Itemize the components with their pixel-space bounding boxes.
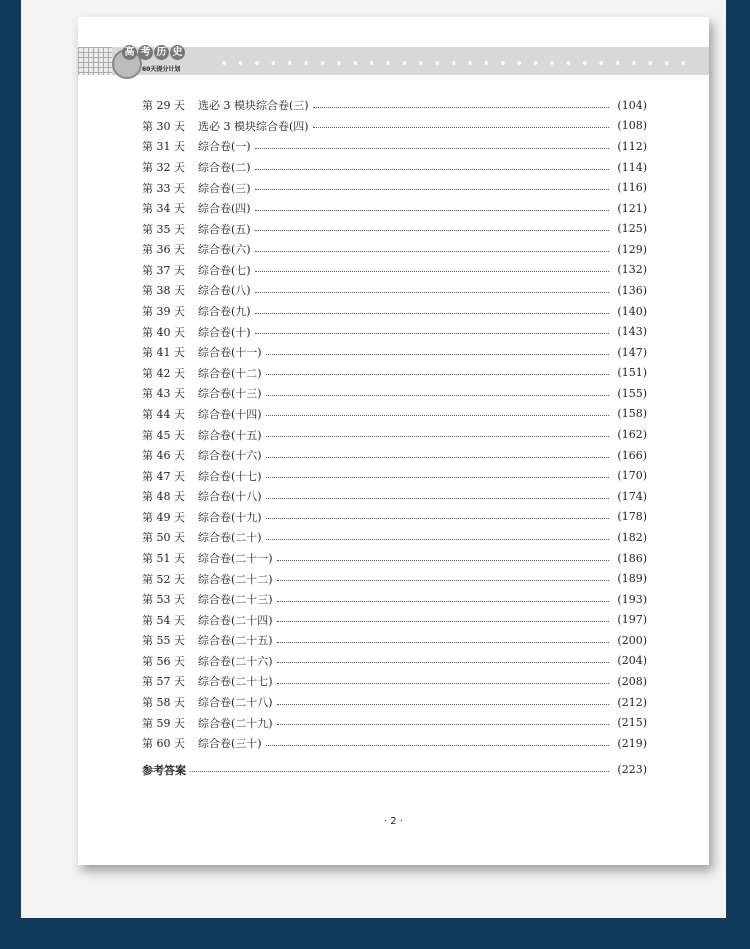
toc-entry-day: 第 34 天	[142, 202, 185, 216]
logo-char: 高	[122, 45, 137, 60]
toc-entry-day: 第 41 天	[142, 346, 185, 360]
toc-entry-day: 第 36 天	[142, 243, 185, 257]
toc-entry-title: 综合卷(二)	[198, 161, 251, 175]
toc-entry-title: 综合卷(九)	[198, 305, 251, 319]
toc-entry-day: 第 47 天	[142, 469, 185, 483]
toc-entry[interactable]	[142, 671, 647, 692]
toc-entry-page: (108)	[617, 119, 647, 133]
toc-entry-day: 第 31 天	[142, 140, 185, 154]
toc-entry-page: (125)	[617, 222, 647, 236]
toc-entry-title: 综合卷(十四)	[198, 407, 262, 421]
toc-entry[interactable]	[142, 404, 647, 425]
toc-entry[interactable]	[142, 568, 647, 589]
toc-leader-dots	[266, 469, 609, 478]
toc-entry[interactable]	[142, 260, 647, 281]
toc-entry-day: 第 38 天	[142, 284, 185, 298]
toc-entry-day: 第 32 天	[142, 161, 185, 175]
toc-entry[interactable]	[142, 548, 647, 569]
toc-entry-page: (223)	[617, 763, 647, 777]
toc-entry-title: 综合卷(四)	[198, 202, 251, 216]
toc-entry-title: 综合卷(十六)	[198, 449, 262, 463]
outer-frame	[21, 0, 726, 918]
toc-entry[interactable]	[142, 218, 647, 239]
toc-entry-day: 第 51 天	[142, 552, 185, 565]
toc-entry[interactable]	[142, 712, 647, 733]
toc-entry-page: (129)	[617, 242, 647, 256]
toc-leader-dots	[255, 202, 609, 211]
toc-leader-dots	[277, 675, 609, 684]
toc-entry-day: 第 45 天	[142, 428, 185, 442]
toc-entry-title: 综合卷(二十三)	[198, 593, 273, 607]
toc-entry-page: (189)	[617, 572, 647, 586]
toc-entry-page: (140)	[617, 304, 647, 318]
toc-leader-dots	[255, 161, 609, 170]
toc-entry-title: 综合卷(十八)	[198, 490, 262, 504]
toc-entry-page: (132)	[617, 263, 647, 277]
toc-entry-title: 综合卷(七)	[198, 263, 251, 277]
toc-entry-title: 综合卷(六)	[198, 243, 251, 257]
toc-entry-day: 第 42 天	[142, 366, 185, 380]
toc-entry-day: 第 39 天	[142, 305, 185, 319]
toc-entry-page: (215)	[617, 716, 647, 730]
toc-entry-day: 第 50 天	[142, 531, 185, 545]
toc-entry-answers[interactable]	[142, 760, 647, 781]
toc-entry-title: 综合卷(三十)	[198, 737, 262, 751]
toc-entry-title: 综合卷(八)	[198, 284, 251, 298]
toc-entry-day: 第 46 天	[142, 449, 185, 463]
toc-entry[interactable]	[142, 95, 647, 116]
toc-entry-day: 第 54 天	[142, 613, 185, 627]
toc-entry-page: (182)	[617, 530, 647, 544]
toc-entry-page: (112)	[617, 139, 647, 153]
page-number: · 2 ·	[383, 816, 404, 827]
toc-entry-day: 第 58 天	[142, 696, 185, 710]
toc-entry-day: 第 57 天	[142, 675, 185, 689]
logo-char: 历	[154, 45, 169, 60]
toc-leader-dots	[255, 263, 609, 272]
toc-leader-dots	[255, 243, 609, 252]
toc-entry-title: 综合卷(二十一)	[198, 552, 273, 565]
toc-entry-day: 第 43 天	[142, 387, 185, 401]
header-grid-pattern	[78, 47, 112, 75]
toc-entry[interactable]	[142, 733, 647, 754]
toc-entry[interactable]	[142, 363, 647, 384]
toc-leader-dots	[190, 763, 609, 772]
toc-leader-dots	[277, 634, 609, 643]
toc-entry-title: 综合卷(二十二)	[198, 572, 273, 586]
toc-leader-dots	[255, 325, 609, 334]
toc-leader-dots	[255, 222, 609, 231]
toc-entry-page: (155)	[617, 386, 647, 400]
toc-leader-dots	[277, 552, 609, 561]
toc-leader-dots	[255, 305, 609, 314]
toc-entry[interactable]	[142, 301, 647, 322]
toc-entry-page: (170)	[617, 469, 647, 483]
toc-entry[interactable]	[142, 527, 647, 548]
toc-entry-title: 综合卷(二十四)	[198, 613, 273, 627]
toc-entry-page: (166)	[617, 448, 647, 462]
toc-leader-dots	[266, 407, 609, 416]
toc-entry-day: 第 48 天	[142, 490, 185, 504]
toc-entry-page: (158)	[617, 407, 647, 421]
toc-entry-title: 综合卷(十三)	[198, 387, 262, 401]
toc-entry[interactable]	[142, 136, 647, 157]
toc-entry[interactable]	[142, 651, 647, 672]
toc-entry[interactable]	[142, 424, 647, 445]
toc-entry-day: 第 44 天	[142, 407, 185, 421]
toc-entry-day: 第 33 天	[142, 181, 185, 195]
toc-leader-dots	[266, 510, 609, 519]
toc-leader-dots	[266, 449, 609, 458]
document-page	[78, 17, 709, 865]
toc-entry-title: 综合卷(二十五)	[198, 634, 273, 648]
toc-leader-dots	[266, 387, 609, 396]
toc-entry[interactable]	[142, 239, 647, 260]
toc-leader-dots	[277, 716, 609, 725]
toc-entry-day: 第 60 天	[142, 737, 185, 751]
toc-entry-day: 第 59 天	[142, 716, 185, 730]
toc-entry-title: 综合卷(十七)	[198, 469, 262, 483]
toc-entry-page: (178)	[617, 510, 647, 524]
toc-entry-title: 参考答案	[142, 763, 186, 777]
toc-leader-dots	[313, 119, 609, 128]
toc-entry-page: (114)	[617, 160, 647, 174]
toc-entry-title: 综合卷(二十)	[198, 531, 262, 545]
toc-leader-dots	[277, 572, 609, 581]
toc-entry-day: 第 29 天	[142, 99, 185, 113]
toc-leader-dots	[266, 366, 609, 375]
toc-entry-title: 综合卷(十九)	[198, 510, 262, 524]
toc-entry[interactable]	[142, 465, 647, 486]
toc-entry-page: (186)	[617, 551, 647, 565]
toc-leader-dots	[266, 346, 609, 355]
logo-subtitle: 60天提分计划	[142, 66, 181, 73]
toc-entry[interactable]	[142, 486, 647, 507]
toc-entry-title: 综合卷(二十六)	[198, 654, 273, 668]
toc-entry-day: 第 35 天	[142, 222, 185, 236]
toc-entry[interactable]	[142, 445, 647, 466]
toc-leader-dots	[277, 613, 609, 622]
toc-entry-page: (143)	[617, 325, 647, 339]
toc-entry[interactable]	[142, 280, 647, 301]
toc-entry-title: 选必 3 模块综合卷(三)	[198, 99, 309, 113]
toc-entry-page: (121)	[617, 201, 647, 215]
logo-char: 史	[170, 45, 185, 60]
toc-entry-title: 综合卷(一)	[198, 140, 251, 154]
toc-entry-page: (193)	[617, 592, 647, 606]
toc-entry[interactable]	[142, 342, 647, 363]
toc-leader-dots	[255, 181, 609, 190]
toc-entry-page: (147)	[617, 345, 647, 359]
table-of-contents	[142, 95, 647, 780]
toc-entry-page: (116)	[617, 181, 647, 195]
toc-entry-day: 第 55 天	[142, 634, 185, 648]
toc-entry[interactable]	[142, 507, 647, 528]
toc-entry[interactable]	[142, 383, 647, 404]
toc-entry-page: (204)	[617, 654, 647, 668]
toc-leader-dots	[277, 654, 609, 663]
toc-entry-title: 综合卷(十五)	[198, 428, 262, 442]
toc-entry[interactable]	[142, 157, 647, 178]
toc-entry-title: 综合卷(十)	[198, 325, 251, 339]
toc-leader-dots	[266, 737, 609, 746]
toc-entry[interactable]	[142, 589, 647, 610]
toc-entry-title: 综合卷(十一)	[198, 346, 262, 360]
toc-leader-dots	[277, 696, 609, 705]
toc-entry-day: 第 53 天	[142, 593, 185, 607]
toc-leader-dots	[266, 490, 609, 499]
toc-leader-dots	[277, 593, 609, 602]
toc-leader-dots	[313, 99, 609, 108]
toc-entry-title: 综合卷(五)	[198, 222, 251, 236]
toc-entry-day: 第 40 天	[142, 325, 185, 339]
toc-entry[interactable]	[142, 116, 647, 137]
toc-entry[interactable]	[142, 321, 647, 342]
toc-entry[interactable]	[142, 692, 647, 713]
toc-leader-dots	[255, 284, 609, 293]
toc-entry[interactable]	[142, 630, 647, 651]
toc-entry[interactable]	[142, 198, 647, 219]
toc-entry-title: 综合卷(二十七)	[198, 675, 273, 689]
logo-char: 考	[138, 45, 153, 60]
toc-entry-page: (174)	[617, 489, 647, 503]
toc-leader-dots	[266, 428, 609, 437]
toc-entry[interactable]	[142, 609, 647, 630]
toc-entry-page: (212)	[617, 695, 647, 709]
toc-entry-page: (208)	[617, 674, 647, 688]
toc-entry-page: (219)	[617, 736, 647, 750]
toc-entry-page: (200)	[617, 633, 647, 647]
toc-entry-page: (151)	[617, 366, 647, 380]
toc-entry-title: 综合卷(二十九)	[198, 716, 273, 730]
toc-entry-title: 选必 3 模块综合卷(四)	[198, 119, 309, 133]
toc-leader-dots	[266, 531, 609, 540]
series-logo	[112, 41, 192, 79]
toc-entry-day: 第 49 天	[142, 510, 185, 524]
toc-leader-dots	[255, 140, 609, 149]
header-dots	[216, 61, 696, 65]
toc-entry-day: 第 52 天	[142, 572, 185, 586]
toc-entry-day: 第 56 天	[142, 654, 185, 668]
toc-entry-page: (136)	[617, 283, 647, 297]
toc-entry-day: 第 37 天	[142, 263, 185, 277]
toc-entry-page: (162)	[617, 428, 647, 442]
toc-entry-page: (197)	[617, 613, 647, 627]
toc-entry-page: (104)	[617, 98, 647, 112]
toc-entry-day: 第 30 天	[142, 119, 185, 133]
toc-entry-title: 综合卷(十二)	[198, 366, 262, 380]
toc-entry-title: 综合卷(二十八)	[198, 696, 273, 710]
toc-entry-title: 综合卷(三)	[198, 181, 251, 195]
toc-entry[interactable]	[142, 177, 647, 198]
